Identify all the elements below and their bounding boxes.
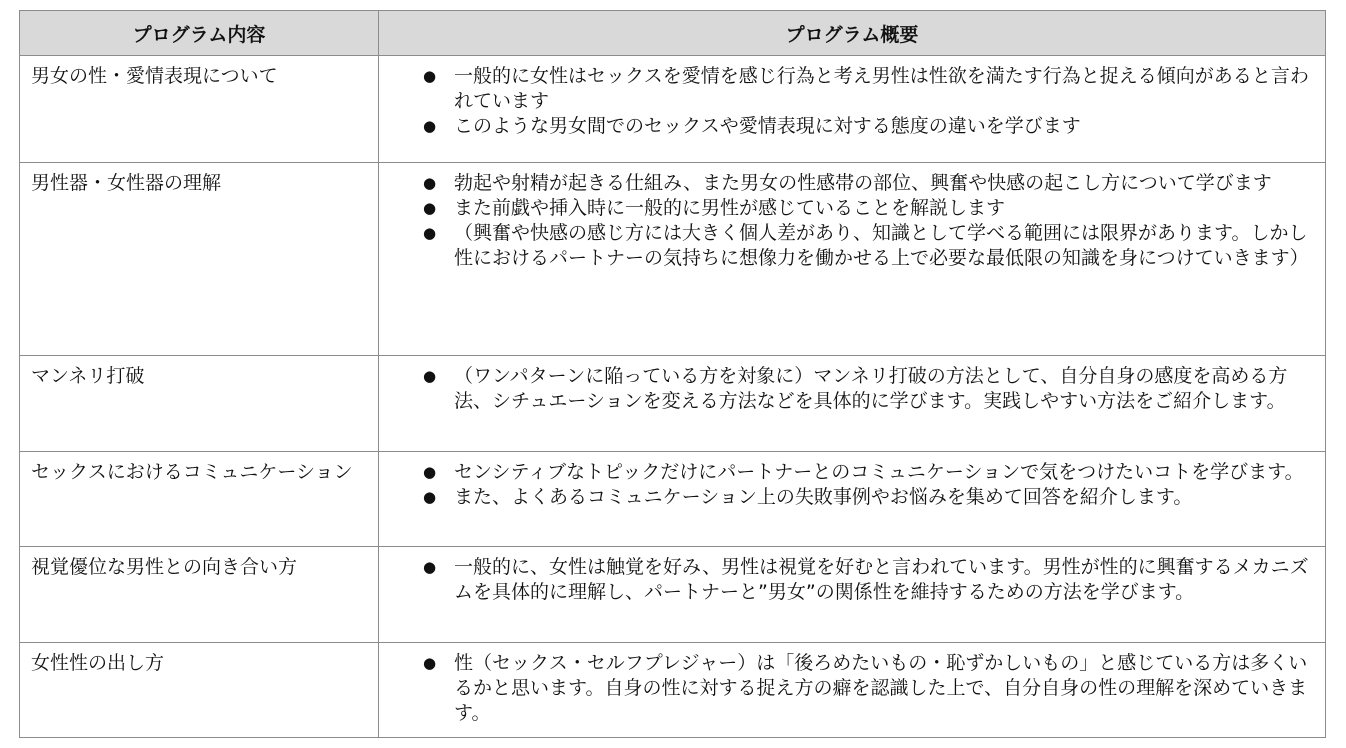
table-row <box>20 356 1326 452</box>
list-item <box>379 651 1317 726</box>
table-row <box>20 643 1326 738</box>
table-row <box>20 56 1326 163</box>
bullet-text: （興奮や快感の感じ方には大きく個人差があり、知識として学べる範囲には限界があります。しかし性におけるパートナーの気持ちに想像力を働かせる上で必要な最低限の知識を身につけていきます） <box>454 222 1309 269</box>
bullet-text: 勃起や射精が起きる仕組み、また男女の性感帯の部位、興奮や快感の起こし方について学びます <box>454 172 1272 194</box>
table-row <box>20 163 1326 356</box>
bullet-icon: ● <box>423 558 437 576</box>
bullet-icon: ● <box>423 224 437 242</box>
program-name: 視覚優位な男性との向き合い方 <box>20 547 379 643</box>
bullet-icon: ● <box>423 463 437 481</box>
bullet-icon: ● <box>423 67 437 85</box>
bullet-text: 一般的に女性はセックスを愛情を感じ行為と考え男性は性欲を満たす行為と捉える傾向があると言われています <box>454 65 1309 112</box>
bullet-icon: ● <box>423 174 437 192</box>
list-item <box>379 64 1317 114</box>
bullet-text: また前戯や挿入時に一般的に男性が感じていることを解説します <box>454 197 1006 219</box>
program-overview <box>379 163 1326 356</box>
list-item <box>379 485 1317 510</box>
bullet-icon: ● <box>423 117 437 135</box>
program-name: マンネリ打破 <box>20 356 379 452</box>
program-overview <box>379 56 1326 163</box>
bullet-text: このような男女間でのセックスや愛情表現に対する態度の違いを学びます <box>454 115 1081 137</box>
program-overview <box>379 356 1326 452</box>
program-table <box>19 10 1326 738</box>
bullet-text: 性（セックス・セルフプレジャー）は「後ろめたいもの・恥ずかしいもの」と感じている方は多くいるかと思います。自身の性に対する捉え方の癖を認識した上で、自分自身の性の理解を深めていきます。 <box>454 652 1308 724</box>
bullet-icon: ● <box>423 367 437 385</box>
program-overview <box>379 643 1326 738</box>
bullet-icon: ● <box>423 199 437 217</box>
program-name: 男性器・女性器の理解 <box>20 163 379 356</box>
list-item <box>379 171 1317 196</box>
list-item <box>379 221 1317 271</box>
list-item <box>379 114 1317 139</box>
bullet-text: センシティブなトピックだけにパートナーとのコミュニケーションで気をつけたいコトを学びます。 <box>454 461 1304 483</box>
bullet-text: （ワンパターンに陥っている方を対象に）マンネリ打破の方法として、自分自身の感度を高める方法、シチュエーションを変える方法などを具体的に学びます。実践しやすい方法をご紹介します。 <box>454 365 1288 412</box>
list-item <box>379 555 1317 605</box>
bullet-text: また、よくあるコミュニケーション上の失敗事例やお悩みを集めて回答を紹介します。 <box>454 486 1193 508</box>
program-name: 女性性の出し方 <box>20 643 379 738</box>
program-overview <box>379 547 1326 643</box>
bullet-icon: ● <box>423 488 437 506</box>
program-name: セックスにおけるコミュニケーション <box>20 452 379 547</box>
program-overview <box>379 452 1326 547</box>
bullet-text: 一般的に、女性は触覚を好み、男性は視覚を好むと言われています。男性が性的に興奮するメカニズムを具体的に理解し、パートナーと”男女”の関係性を維持するための方法を学びます。 <box>454 556 1309 603</box>
bullet-icon: ● <box>423 654 437 672</box>
table-row <box>20 547 1326 643</box>
list-item <box>379 460 1317 485</box>
header-row <box>20 11 1326 56</box>
table-row <box>20 452 1326 547</box>
header-program-overview: プログラム概要 <box>379 11 1326 56</box>
list-item <box>379 364 1317 414</box>
header-program-content: プログラム内容 <box>20 11 379 56</box>
program-name: 男女の性・愛情表現について <box>20 56 379 163</box>
list-item <box>379 196 1317 221</box>
